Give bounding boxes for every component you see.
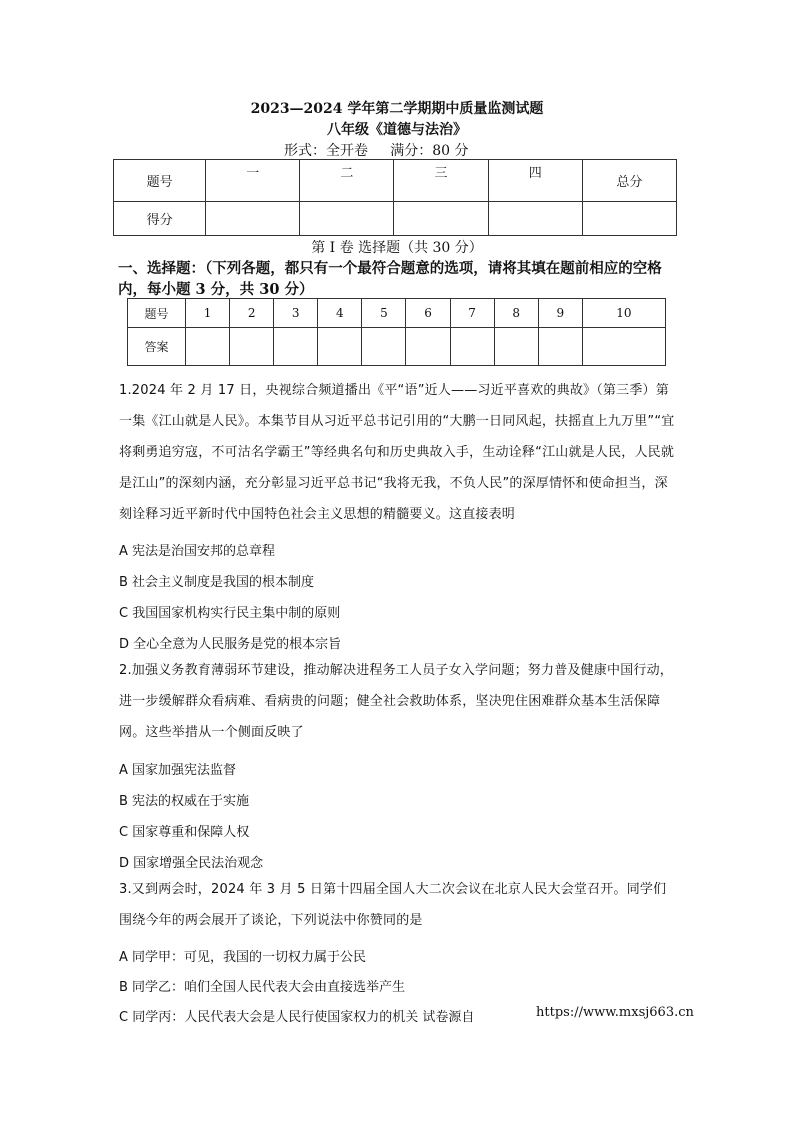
question-number-cell: 3 xyxy=(274,299,318,328)
answer-blank-cell[interactable] xyxy=(450,328,494,366)
score-header-cell: 总分 xyxy=(582,160,676,202)
question-1-stem: 1.2024 年 2 月 17 日，央视综合频道播出《平“语”近人——习近平喜欢的典故》（第三季）第一集《江山就是人民》。本集节目从习近平总书记引用的“大鹏一日同风起，扶摇直上九万里”“宜将剩勇追穷寇，不可沽名学霸王”等经典名句和历史典故入手，生动诠释“江山就是人民，人民就是江山”的深刻内涵，充分彰显习近平总书记“我将无我，不负人民”的深厚情怀和使命担当，深刻诠释习近平新时代中国特色社会主义思想的精髓要义。这直接表明 xyxy=(119,383,675,522)
answer-blank-cell[interactable] xyxy=(406,328,450,366)
question-2-option-b: B 宪法的权威在于实施 xyxy=(119,794,250,809)
question-number-cell: 7 xyxy=(450,299,494,328)
exam-meta: 形式：全开卷 满分：80 分 xyxy=(284,143,469,159)
question-2-option-c: C 国家尊重和保障人权 xyxy=(119,825,250,840)
question-number-cell: 5 xyxy=(362,299,406,328)
score-blank-cell[interactable] xyxy=(394,202,488,236)
question-3-option-a: A 同学甲：可见，我国的一切权力属于公民 xyxy=(119,950,367,965)
score-blank-cell[interactable] xyxy=(206,202,300,236)
question-2-option-a: A 国家加强宪法监督 xyxy=(119,763,237,778)
question-number-cell: 1 xyxy=(186,299,230,328)
score-header-cell: 一 xyxy=(206,160,300,202)
answer-table-number-row xyxy=(128,299,666,328)
answer-blank-cell[interactable] xyxy=(538,328,582,366)
question-1-option-a: A 宪法是治国安邦的总章程 xyxy=(119,544,276,559)
score-blank-cell[interactable] xyxy=(300,202,394,236)
answer-blank-cell[interactable] xyxy=(230,328,274,366)
score-blank-cell[interactable] xyxy=(488,202,582,236)
question-1-option-c: C 我国国家机构实行民主集中制的原则 xyxy=(119,606,341,621)
score-label-cell: 得分 xyxy=(114,202,206,236)
exam-subject: 八年级《道德与法治》 xyxy=(327,122,467,138)
question-number-cell: 6 xyxy=(406,299,450,328)
answer-table xyxy=(127,298,666,366)
answer-blank-cell[interactable] xyxy=(582,328,665,366)
answer-blank-cell[interactable] xyxy=(274,328,318,366)
score-table-header-row xyxy=(114,160,677,202)
source-url[interactable]: https://www.mxsj663.cn xyxy=(536,1005,694,1020)
answer-blank-cell[interactable] xyxy=(494,328,538,366)
question-number-cell: 8 xyxy=(494,299,538,328)
score-table xyxy=(113,159,677,236)
score-header-cell: 三 xyxy=(394,160,488,202)
question-number-cell: 2 xyxy=(230,299,274,328)
answer-blank-cell[interactable] xyxy=(318,328,362,366)
exam-title: 2023—2024 学年第二学期期中质量监测试题 xyxy=(250,101,544,117)
question-3-stem: 3.又到两会时，2024 年 3 月 5 日第十四届全国人大二次会议在北京人民大会堂召开。同学们围绕今年的两会展开了谈论，下列说法中你赞同的是 xyxy=(119,882,667,928)
score-header-cell: 二 xyxy=(300,160,394,202)
section-instructions: 一、选择题：（下列各题，都只有一个最符合题意的选项，请将其填在题前相应的空格内，每小题 3 分，共 30 分） xyxy=(118,260,662,298)
question-3-option-c: C 同学丙：人民代表大会是人民行使国家权力的机关 试卷源自 xyxy=(119,1010,475,1025)
answer-header-label: 题号 xyxy=(128,299,186,328)
answer-blank-cell[interactable] xyxy=(186,328,230,366)
question-number-cell: 4 xyxy=(318,299,362,328)
question-2-stem: 2.加强义务教育薄弱环节建设，推动解决进程务工人员子女入学问题；努力普及健康中国行动，进一步缓解群众看病难、看病贵的问题；健全社会救助体系，坚决兜住困难群众基本生活保障网。这些举措从一个侧面反映了 xyxy=(119,663,674,740)
question-number-cell: 10 xyxy=(582,299,665,328)
answer-row-label: 答案 xyxy=(128,328,186,366)
score-header-cell: 四 xyxy=(488,160,582,202)
question-1-option-d: D 全心全意为人民服务是党的根本宗旨 xyxy=(119,637,342,652)
answer-blank-cell[interactable] xyxy=(362,328,406,366)
volume-title: 第 I 卷 选择题（共 30 分） xyxy=(311,240,483,256)
score-blank-cell[interactable] xyxy=(582,202,676,236)
answer-table-answer-row xyxy=(128,328,666,366)
score-table-score-row xyxy=(114,202,677,236)
question-2-option-d: D 国家增强全民法治观念 xyxy=(119,856,264,871)
score-header-cell: 题号 xyxy=(114,160,206,202)
question-number-cell: 9 xyxy=(538,299,582,328)
question-1-option-b: B 社会主义制度是我国的根本制度 xyxy=(119,575,315,590)
question-3-option-b: B 同学乙：咱们全国人民代表大会由直接选举产生 xyxy=(119,980,406,995)
